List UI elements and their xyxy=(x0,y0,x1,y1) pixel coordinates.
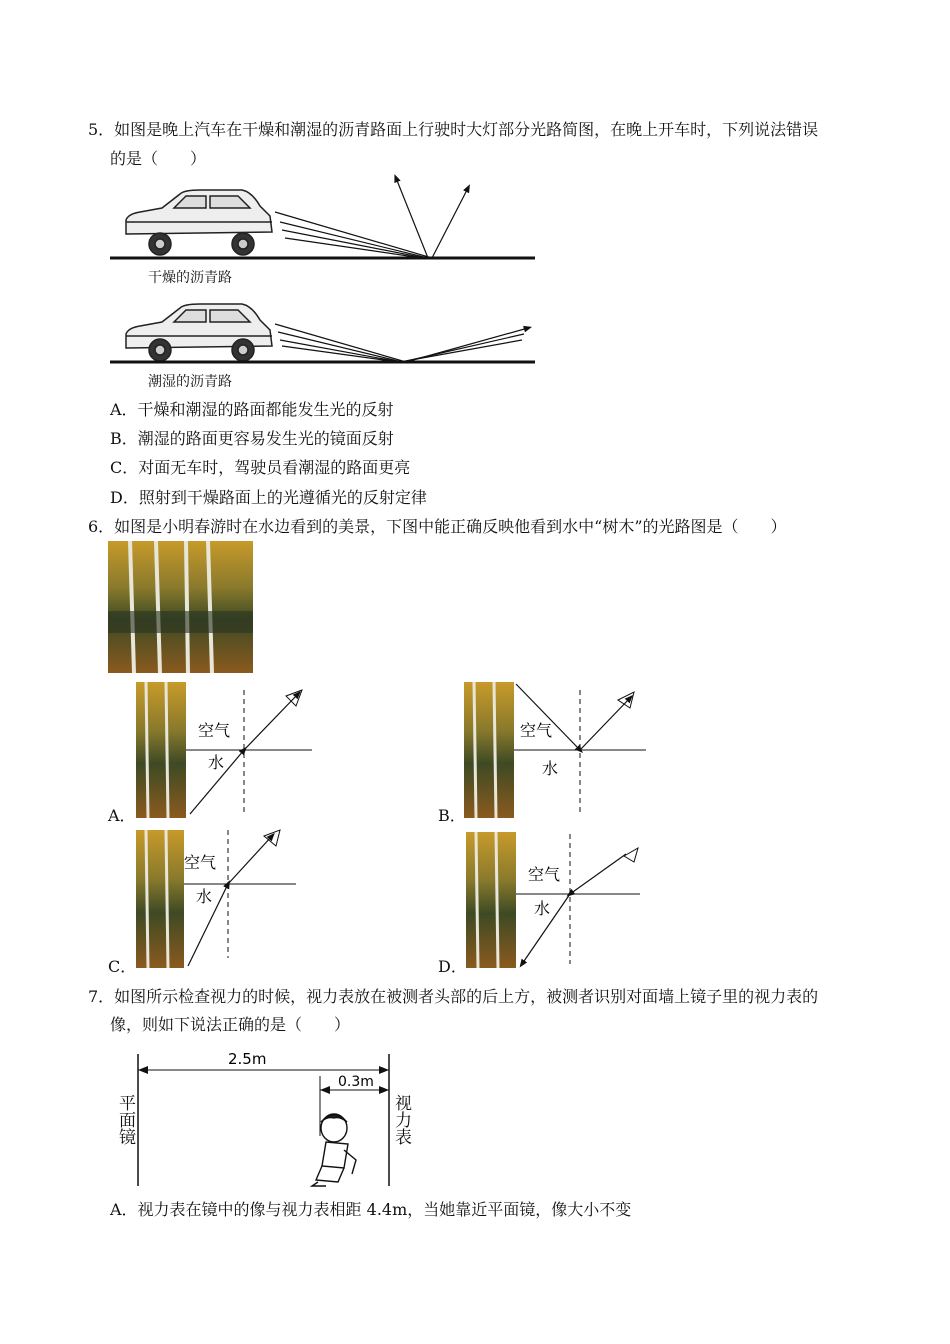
q6-question-line1: 6．如图是小明春游时在水边看到的美景，下图中能正确反映他看到水中“树木”的光路图是（ ） xyxy=(88,517,787,536)
distance-total-label: 2.5m xyxy=(228,1050,267,1068)
car-icon xyxy=(126,304,272,361)
q5-option-b: B．潮湿的路面更容易发生光的镜面反射 xyxy=(110,429,394,448)
person-icon xyxy=(312,1114,356,1186)
q6-option-b-label: B． xyxy=(438,806,466,825)
q7-eye-test-diagram xyxy=(112,1046,422,1188)
q7-mirror-label: 平面镜 xyxy=(115,1094,135,1145)
q5-dry-road-figure xyxy=(110,172,540,272)
water-label: 水 xyxy=(534,899,551,918)
q7-eye-chart-label: 视力表 xyxy=(391,1094,411,1145)
eye-icon xyxy=(264,830,280,846)
q6-option-a-diagram xyxy=(136,680,316,820)
q5-wet-road-figure xyxy=(110,300,540,372)
air-label: 空气 xyxy=(528,865,561,884)
q6-option-b-diagram xyxy=(464,680,650,820)
q6-option-c-diagram xyxy=(136,828,300,970)
air-label: 空气 xyxy=(520,721,553,740)
q6-option-c-label: C． xyxy=(108,957,137,976)
q7-question-line2: 像，则如下说法正确的是（ ） xyxy=(110,1015,351,1034)
q5-option-c: C．对面无车时，驾驶员看潮湿的路面更亮 xyxy=(110,458,411,477)
car-icon xyxy=(126,190,272,255)
q7-question-line1: 7．如图所示检查视力的时候，视力表放在被测者头部的后上方，被测者识别对面墙上镜子里的视力表的 xyxy=(88,987,819,1006)
water-label: 水 xyxy=(542,759,559,778)
q6-lakeside-photo xyxy=(108,541,253,673)
water-label: 水 xyxy=(196,887,213,906)
q6-option-a-label: A． xyxy=(108,806,136,825)
water-label: 水 xyxy=(208,753,225,772)
q5-option-d: D．照射到干燥路面上的光遵循光的反射定律 xyxy=(110,488,427,507)
eye-icon xyxy=(624,848,638,862)
eye-icon xyxy=(618,692,634,708)
q7-option-a: A．视力表在镜中的像与视力表相距 4.4m，当她靠近平面镜，像大小不变 xyxy=(110,1200,632,1219)
q5-question-line1: 5．如图是晚上汽车在干燥和潮湿的沥青路面上行驶时大灯部分光路简图，在晚上开车时，下列说法错误 xyxy=(88,120,819,139)
air-label: 空气 xyxy=(184,853,217,872)
distance-short-label: 0.3m xyxy=(338,1074,374,1090)
air-label: 空气 xyxy=(198,721,231,740)
q6-option-d-label: D． xyxy=(438,957,467,976)
q5-dry-caption: 干燥的沥青路 xyxy=(148,270,232,286)
q5-question-line2: 的是（ ） xyxy=(110,149,207,168)
q5-option-a: A．干燥和潮湿的路面都能发生光的反射 xyxy=(110,400,394,419)
q5-wet-caption: 潮湿的沥青路 xyxy=(148,374,232,390)
q6-option-d-diagram xyxy=(466,830,644,970)
